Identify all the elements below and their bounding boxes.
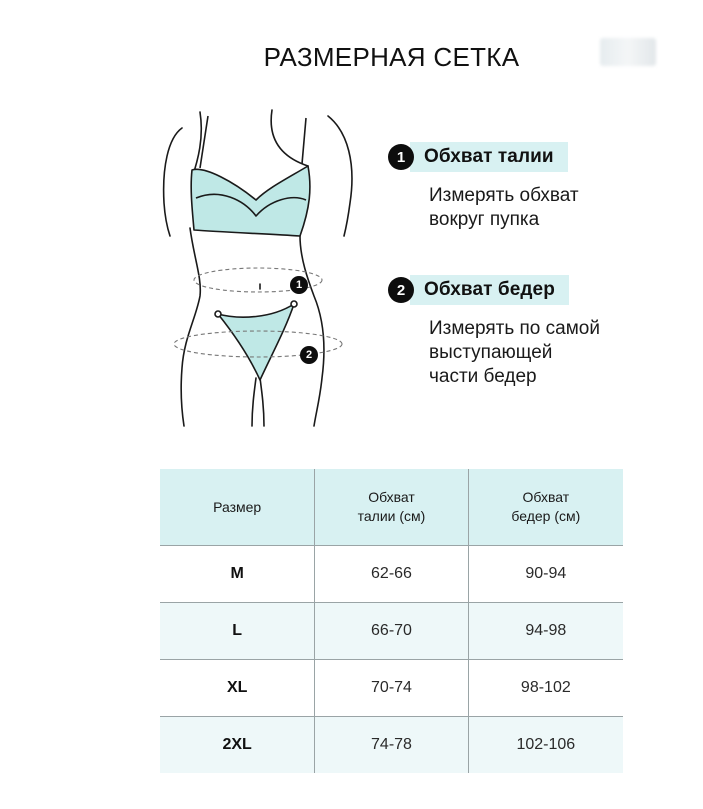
cell-hips: 98-102 xyxy=(468,660,623,717)
cell-waist: 62-66 xyxy=(315,546,468,603)
table-header-row xyxy=(160,469,623,546)
header-waist: Обхват талии (см) xyxy=(315,469,468,546)
header-size: Размер xyxy=(160,469,315,546)
cell-waist: 66-70 xyxy=(315,603,468,660)
cell-hips: 90-94 xyxy=(468,546,623,603)
cell-waist: 74-78 xyxy=(315,717,468,774)
cell-size: 2XL xyxy=(160,717,315,774)
table-row xyxy=(160,660,623,717)
legend-waist-description: Измерять обхват вокруг пупка xyxy=(429,185,579,230)
cell-size: M xyxy=(160,546,315,603)
legend-waist-label: Обхват талии xyxy=(410,142,568,172)
table-row xyxy=(160,717,623,774)
legend-waist xyxy=(386,142,686,232)
legend-number-badge: 2 xyxy=(388,277,414,303)
cell-size: L xyxy=(160,603,315,660)
cell-waist: 70-74 xyxy=(315,660,468,717)
size-table xyxy=(160,469,623,773)
figure-marker-1: 1 xyxy=(290,276,308,294)
legend-waist-header xyxy=(386,142,686,172)
cell-size: XL xyxy=(160,660,315,717)
cell-hips: 102-106 xyxy=(468,717,623,774)
blurred-logo xyxy=(600,38,656,66)
page-title: РАЗМЕРНАЯ СЕТКА xyxy=(263,42,520,72)
header-hips: Обхват бедер (см) xyxy=(468,469,623,546)
body-figure-illustration xyxy=(160,108,360,428)
legend-hips-header xyxy=(386,275,686,305)
legend-hips-description: Измерять по самой выступающей части бедер xyxy=(429,318,600,387)
figure-marker-2: 2 xyxy=(300,346,318,364)
legend-hips-label: Обхват бедер xyxy=(410,275,569,305)
legend-hips xyxy=(386,275,686,389)
cell-hips: 94-98 xyxy=(468,603,623,660)
table-row xyxy=(160,603,623,660)
legend-number-badge: 1 xyxy=(388,144,414,170)
table-row xyxy=(160,546,623,603)
